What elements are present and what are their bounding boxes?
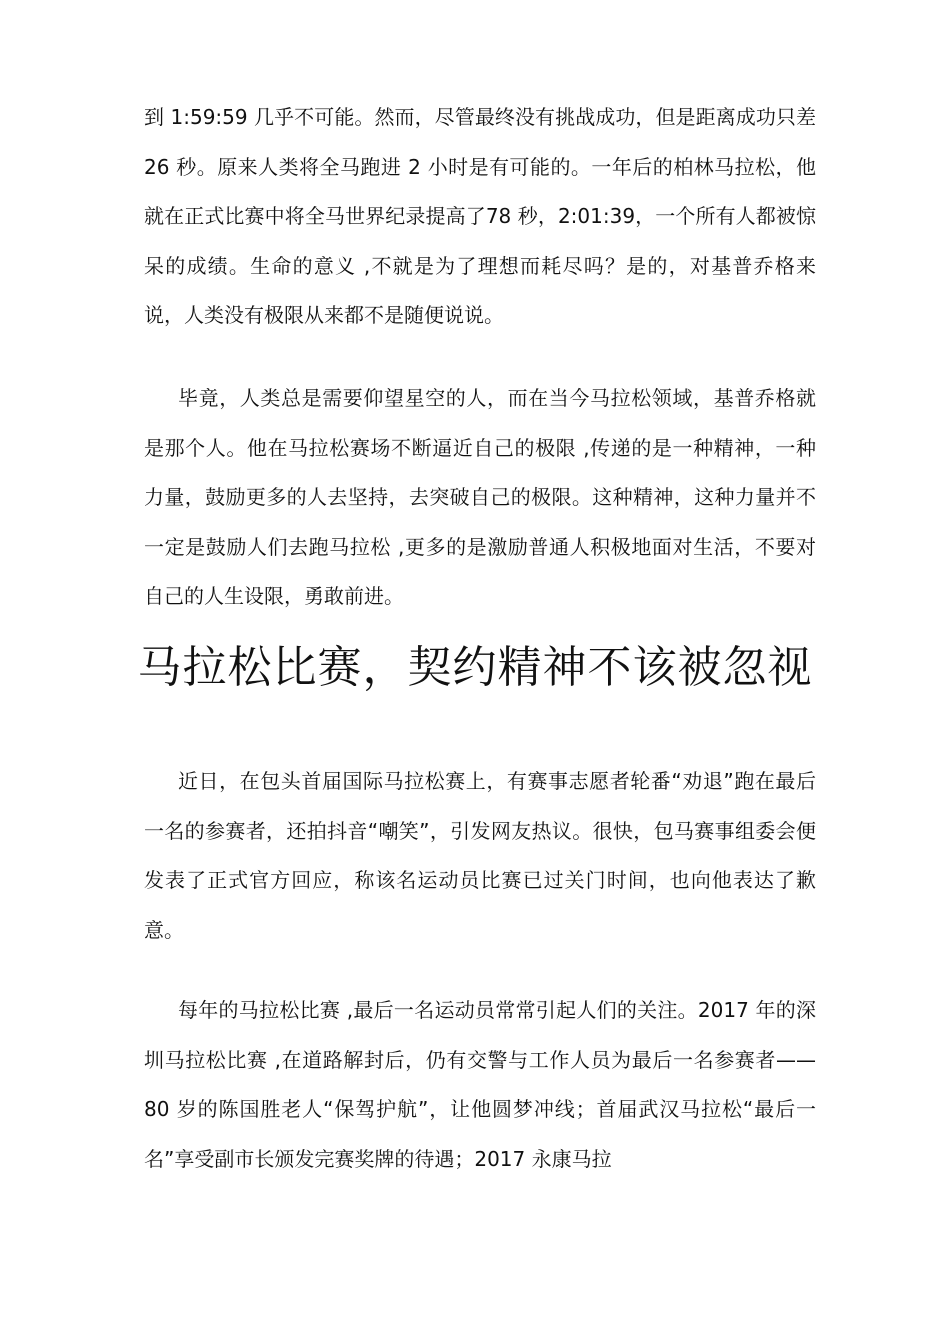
- body-paragraph: 近日，在包头首届国际马拉松赛上，有赛事志愿者轮番“劝退”跑在最后一名的参赛者，还拍抖音“嘲笑”，引发网友热议。很快，包马赛事组委会便发表了正式官方回应，称该名运动员比赛已过关门时间，也向他表达了歉意。: [144, 769, 816, 942]
- body-paragraph: 每年的马拉松比赛 ,最后一名运动员常常引起人们的关注。2017 年的深圳马拉松比赛 ,在道路解封后，仍有交警与工作人员为最后一名参赛者——80 岁的陈国胜老人“保驾护航”，让他圆梦冲线；首届武汉马拉松“最后一名”享受副市长颁发完赛奖牌的待遇；2017 永康马拉: [144, 998, 816, 1171]
- section-title: 马拉松比赛，契约精神不该被忽视: [137, 642, 813, 693]
- body-paragraph: 到 1:59:59 几乎不可能。然而，尽管最终没有挑战成功，但是距离成功只差 26 秒。原来人类将全马跑进 2 小时是有可能的。一年后的柏林马拉松，他就在正式比赛中将全马世界纪录提高了78 秒，2:01:39，一个所有人都被惊呆的成绩。生命的意义 ,不就是为了理想而耗尽吗？是的，对基普乔格来说，人类没有极限从来都不是随便说说。: [144, 105, 816, 327]
- body-paragraph: 毕竟，人类总是需要仰望星空的人，而在当今马拉松领域，基普乔格就是那个人。他在马拉松赛场不断逼近自己的极限 ,传递的是一种精神，一种力量，鼓励更多的人去坚持，去突破自己的极限。这种精神，这种力量并不一定是鼓励人们去跑马拉松 ,更多的是激励普通人积极地面对生活，不要对自己的人生设限，勇敢前进。: [144, 386, 816, 608]
